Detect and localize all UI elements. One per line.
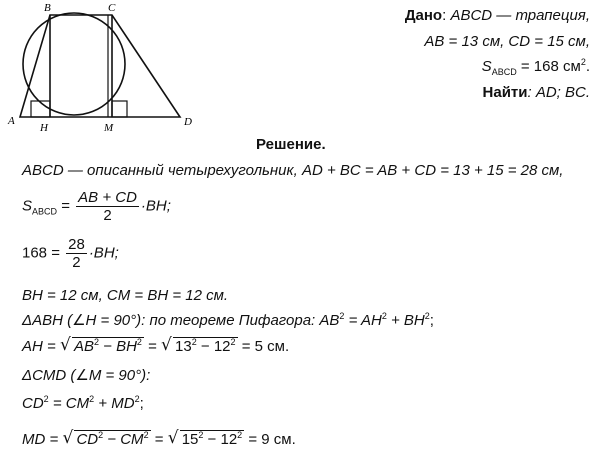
solution-heading: Решение.: [256, 136, 326, 153]
fraction-ab-cd: $\frac{AB + CD}{2}$: [78, 189, 137, 224]
solution-line-6: AH = √ $AB^2 - BH^2$ = √ $13^2 - 12^2 = 5$ см.: [22, 337, 289, 355]
inscribed-circle: [23, 13, 125, 115]
given-figure: ABCD — трапеция,: [450, 7, 590, 24]
solution-line-7: ΔCMD (∠M = 90°):: [22, 367, 151, 384]
given-line-2: AB = 13 см, CD = 15 см,: [424, 33, 590, 50]
solution-line-5: ΔABH (∠H = 90°): по теореме Пифагора: $AB^2 = AH^2 + BH^2$;: [22, 311, 434, 329]
find-line: Найти: AD; BC.: [482, 84, 590, 101]
sqrt-15-12: √ $15^2 - 12^2$: [168, 430, 245, 448]
find-label: Найти: [482, 84, 528, 101]
given-line-3: $S_{ABCD} = 168$ $см^2$.: [481, 57, 590, 77]
given-label: Дано: [404, 7, 443, 24]
trapezoid-figure: [0, 0, 200, 135]
solution-line-8: $CD^2 = CM^2 + MD^2$;: [22, 394, 144, 412]
point-M: M: [104, 122, 114, 134]
point-C: C: [108, 2, 116, 14]
sqrt-ab-bh: √ $AB^2 - BH^2$: [60, 337, 144, 355]
sqrt-13-12: √ $13^2 - 12^2$: [161, 337, 238, 355]
solution-line-3: 168 = $\frac{28}{2}$ ·BH;: [22, 236, 119, 271]
fraction-28-2: $\frac{28}{2}$: [68, 236, 85, 271]
sqrt-cd-cm: √ $CD^2 - CM^2$: [62, 430, 150, 448]
solution-line-9: MD = √ $CD^2 - CM^2$ = √ $15^2 - 12^2 = 9$ см.: [22, 430, 296, 448]
point-D: D: [184, 116, 192, 128]
point-B: B: [44, 2, 51, 14]
solution-line-2: $S_{ABCD}$ = $\frac{AB + CD}{2}$ ·BH;: [22, 189, 171, 224]
point-H: H: [40, 122, 48, 134]
trapezoid: [20, 15, 180, 117]
given-line-1: Дано: ABCD — трапеция,: [404, 7, 590, 24]
solution-line-1: ABCD — описанный четырехугольник, AD + BC = AB + CD = 13 + 15 = 28 см,: [22, 162, 564, 179]
right-angle-M: [112, 101, 127, 117]
point-A: A: [8, 115, 15, 127]
solution-line-4: BH = 12 см, CM = BH = 12 см.: [22, 287, 229, 304]
